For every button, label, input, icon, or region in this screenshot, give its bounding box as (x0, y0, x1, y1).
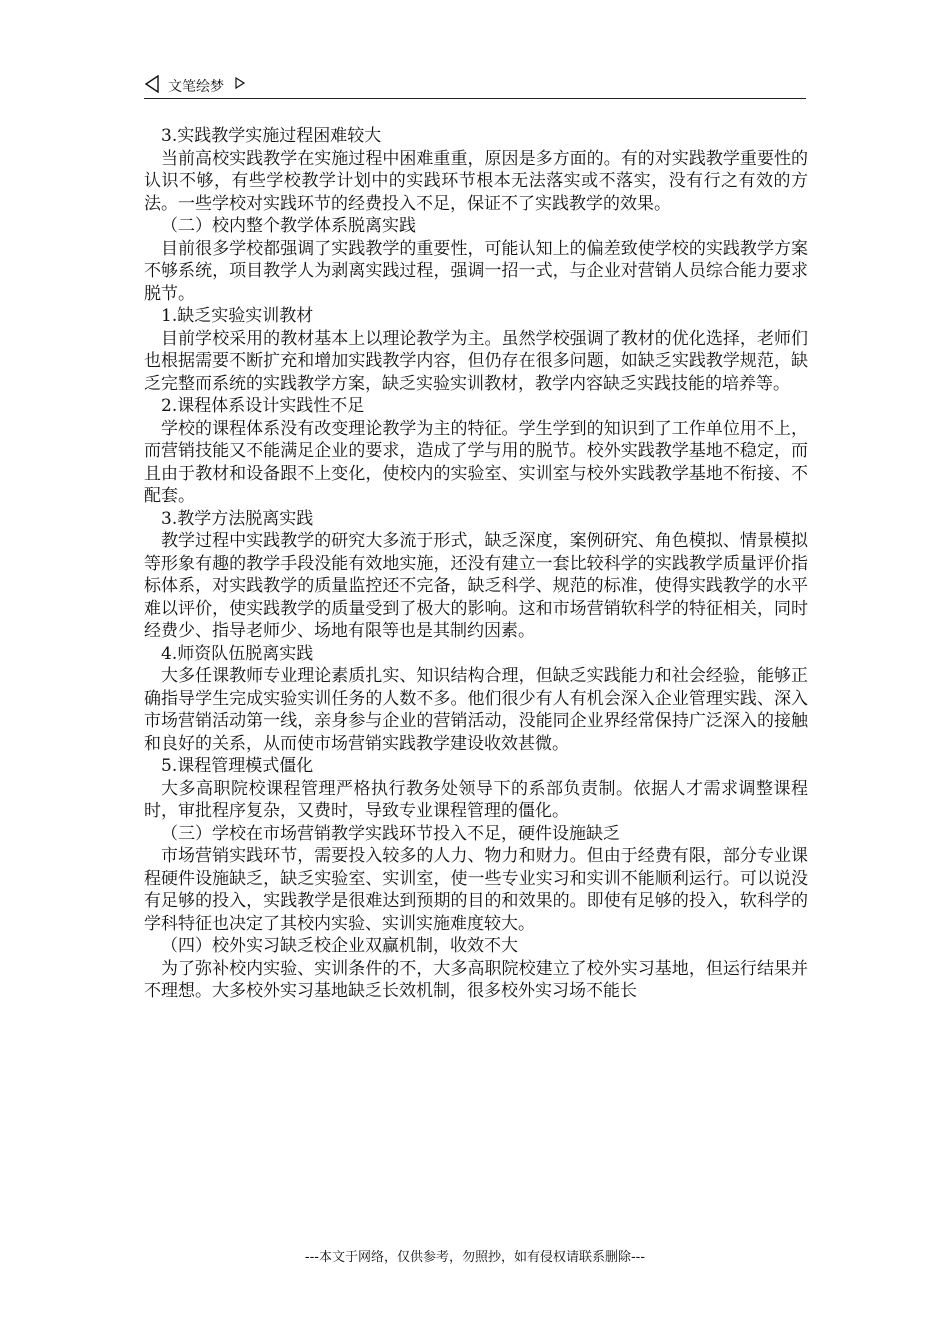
footer-disclaimer: ---本文于网络，仅供参考，勿照抄，如有侵权请联系删除--- (304, 1250, 646, 1265)
body-paragraph: 大多高职院校课程管理严格执行教务处领导下的系部负责制。依据人才需求调整课程时，审批程序复杂，又费时，导致专业课程管理的僵化。 (144, 778, 808, 821)
body-paragraph: 大多任课教师专业理论素质扎实、知识结构合理，但缺乏实践能力和社会经验，能够正确指导学生完成实验实训任务的人数不多。他们很少有人有机会深入企业管理实践、深入市场营销活动第一线，亲身参与企业的营销活动，没能同企业界经常保持广泛深入的接触和良好的关系，从而使市场营销实践教学建设收效甚微。 (144, 666, 808, 754)
body-paragraph: 教学过程中实践教学的研究大多流于形式，缺乏深度，案例研究、角色模拟、情景模拟等形象有趣的教学手段没能有效地实施，还没有建立一套比较科学的实践教学质量评价指标体系，对实践教学的质量监控还不完备，缺乏科学、规范的标准，使得实践教学的水平难以评价，使实践教学的质量受到了极大的影响。这和市场营销软科学的特征相关，同时经费少、指导老师少、场地有限等也是其制约因素。 (144, 531, 808, 641)
document-body (144, 125, 808, 1003)
section-heading: （二）校内整个教学体系脱离实践 (161, 216, 416, 236)
section-heading: 5.课程管理模式僵化 (161, 756, 314, 776)
triangle-left-icon (144, 75, 160, 93)
section-heading: 3.教学方法脱离实践 (161, 508, 314, 529)
body-paragraph: 市场营销实践环节，需要投入较多的人力、物力和财力。但由于经费有限，部分专业课程硬件设施缺乏，缺乏实验室、实训室，使一些专业实习和实训不能顺利运行。可以说没有足够的投入，实践教学是很难达到预期的目的和效果的。即使有足够的投入，软科学的学科特征也决定了其校内实验、实训实施难度较大。 (144, 846, 808, 934)
section-heading: 2.课程体系设计实践性不足 (161, 396, 365, 416)
header-brand: 文笔绘梦 (168, 79, 224, 95)
section-heading: 1.缺乏实验实训教材 (161, 306, 314, 326)
page-header (144, 70, 806, 99)
triangle-right-icon (234, 76, 246, 90)
body-paragraph: 为了弥补校内实验、实训条件的不，大多高职院校建立了校外实习基地，但运行结果并不理想。大多校外实习基地缺乏长效机制，很多校外实习场不能长 (144, 958, 808, 1001)
body-paragraph: 目前很多学校都强调了实践教学的重要性，可能认知上的偏差致使学校的实践教学方案不够系统，项目教学人为剥离实践过程，强调一招一式，与企业对营销人员综合能力要求脱节。 (144, 238, 808, 304)
section-heading: （三）学校在市场营销教学实践环节投入不足，硬件设施缺乏 (161, 823, 620, 844)
section-heading: （四）校外实习缺乏校企业双赢机制，收效不大 (161, 936, 518, 956)
section-heading: 4.师资队伍脱离实践 (161, 643, 314, 664)
body-paragraph: 学校的课程体系没有改变理论教学为主的特征。学生学到的知识到了工作单位用不上，而营销技能又不能满足企业的要求，造成了学与用的脱节。校外实践教学基地不稳定，而且由于教材和设备跟不上变化，使校内的实验室、实训室与校外实践教学基地不衔接、不配套。 (144, 418, 808, 506)
section-heading: 3.实践教学实施过程困难较大 (161, 126, 382, 146)
body-paragraph: 目前学校采用的教材基本上以理论教学为主。虽然学校强调了教材的优化选择，老师们也根据需要不断扩充和增加实践教学内容，但仍存在很多问题，如缺乏实践教学规范，缺乏完整而系统的实践教学方案，缺乏实验实训教材，教学内容缺乏实践技能的培养等。 (144, 328, 808, 394)
body-paragraph: 当前高校实践教学在实施过程中困难重重，原因是多方面的。有的对实践教学重要性的认识不够，有些学校教学计划中的实践环节根本无法落实或不落实，没有行之有效的方法。一些学校对实践环节的经费投入不足，保证不了实践教学的效果。 (144, 148, 808, 214)
